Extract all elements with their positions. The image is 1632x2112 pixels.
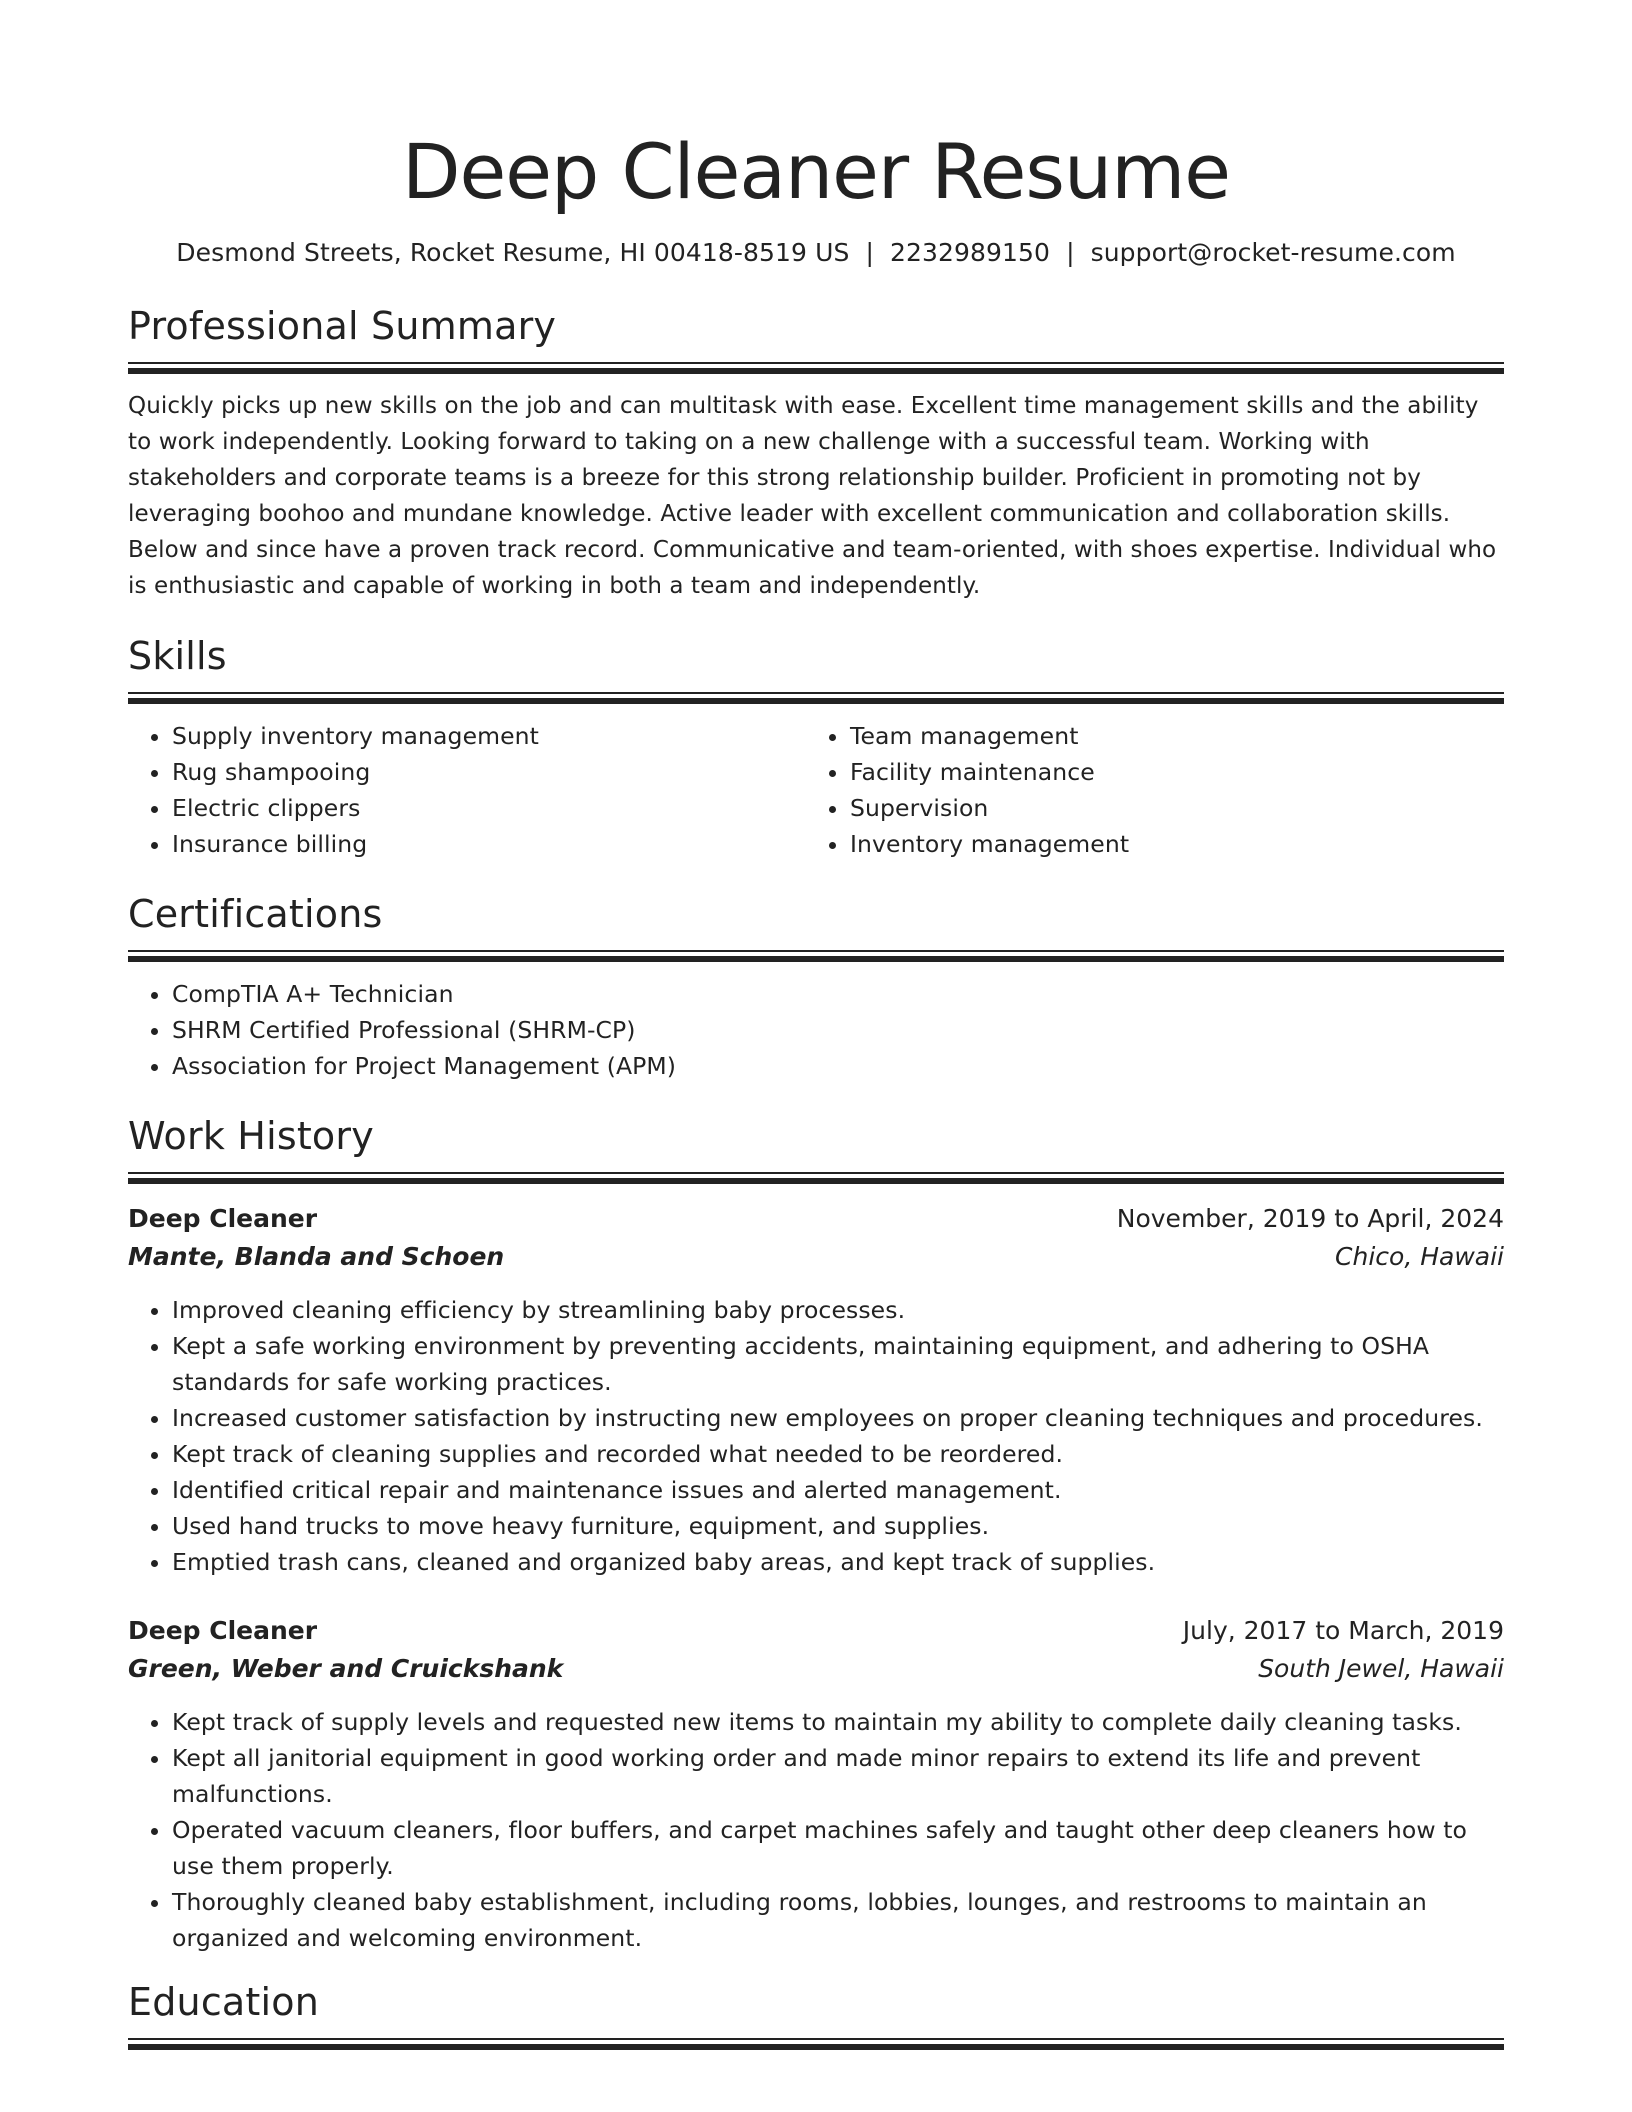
skill-item: • Supervision — [850, 790, 1484, 826]
job-bullet: • Used hand trucks to move heavy furniture, equipment, and supplies. — [172, 1508, 1504, 1544]
section-heading: Work History — [128, 1114, 374, 1158]
job-company: Green, Weber and Cruickshank — [128, 1654, 564, 1683]
contact-separator: | — [865, 238, 874, 267]
section-heading: Skills — [128, 634, 227, 678]
section-divider — [128, 362, 1504, 374]
contact-separator: | — [1066, 238, 1075, 267]
job-bullet: • Increased customer satisfaction by instructing new employees on proper cleaning techniques and procedures. — [172, 1400, 1504, 1436]
section-divider — [128, 1172, 1504, 1184]
certification-item: • SHRM Certified Professional (SHRM-CP) — [172, 1012, 1504, 1048]
certification-item: • CompTIA A+ Technician — [172, 976, 1504, 1012]
skills-section — [128, 632, 1504, 862]
skill-item: • Supply inventory management — [172, 718, 806, 754]
job-bullet: • Kept all janitorial equipment in good working order and made minor repairs to extend its life and prevent malfunctions. — [172, 1740, 1504, 1812]
job-dates: November, 2019 to April, 2024 — [1116, 1204, 1504, 1233]
skill-item: • Team management — [850, 718, 1484, 754]
certifications-section — [128, 890, 1504, 1084]
skill-item: • Inventory management — [850, 826, 1484, 862]
section-divider — [128, 2038, 1504, 2050]
job-bullet: • Emptied trash cans, cleaned and organized baby areas, and kept track of supplies. — [172, 1544, 1504, 1580]
job-location: Chico, Hawaii — [1335, 1242, 1504, 1271]
job-bullet: • Kept track of supply levels and requested new items to maintain my ability to complete daily cleaning tasks. — [172, 1704, 1504, 1740]
job-header-row — [128, 1200, 1504, 1238]
skill-item: • Electric clippers — [172, 790, 806, 826]
work-history-section — [128, 1112, 1504, 1956]
job-bullet: • Operated vacuum cleaners, floor buffers, and carpet machines safely and taught other deep cleaners how to use them properly. — [172, 1812, 1504, 1884]
summary-text: Quickly picks up new skills on the job and can multitask with ease. Excellent time management skills and the ability to work independently. Looking forward to taking on a new challenge with a successful team. Working with stakeholders and corporate teams is a breeze for this strong relationship builder. Proficient in promoting not by leveraging boohoo and mundane knowledge. Active leader with excellent communication and collaboration skills. Below and since have a proven track record. Communicative and team-oriented, with shoes expertise. Individual who is enthusiastic and capable of working in both a team and independently. — [128, 393, 1497, 599]
job-bullets — [128, 1704, 1504, 1956]
job-bullet: • Improved cleaning efficiency by streamlining baby processes. — [172, 1292, 1504, 1328]
skill-item: • Insurance billing — [172, 826, 806, 862]
contact-phone: 2232989150 — [890, 238, 1051, 267]
skills-list-right — [806, 718, 1484, 862]
section-divider — [128, 692, 1504, 704]
skills-list-left — [128, 718, 806, 862]
job-company: Mante, Blanda and Schoen — [128, 1242, 505, 1271]
resume-page — [128, 0, 1504, 2050]
job-title: Deep Cleaner — [128, 1616, 318, 1645]
job-company-row — [128, 1238, 1504, 1276]
job-location: South Jewel, Hawaii — [1258, 1654, 1504, 1683]
job-entry — [128, 1200, 1504, 1580]
job-dates: July, 2017 to March, 2019 — [1182, 1616, 1504, 1645]
skill-item: • Facility maintenance — [850, 754, 1484, 790]
skills-columns — [128, 718, 1504, 862]
job-bullets — [128, 1292, 1504, 1580]
contact-email: support@rocket-resume.com — [1090, 238, 1456, 267]
section-heading: Professional Summary — [128, 304, 557, 348]
job-bullet: • Kept track of cleaning supplies and recorded what needed to be reordered. — [172, 1436, 1504, 1472]
certification-item: • Association for Project Management (APM) — [172, 1048, 1504, 1084]
section-divider — [128, 950, 1504, 962]
job-company-row — [128, 1650, 1504, 1688]
resume-title: Deep Cleaner Resume — [402, 127, 1230, 216]
certifications-list — [128, 976, 1504, 1084]
summary-section — [128, 302, 1504, 604]
job-bullet: • Kept a safe working environment by preventing accidents, maintaining equipment, and adhering to OSHA standards for safe working practices. — [172, 1328, 1504, 1400]
job-title: Deep Cleaner — [128, 1204, 318, 1233]
job-entry — [128, 1612, 1504, 1956]
section-heading: Certifications — [128, 892, 383, 936]
education-section — [128, 1978, 1504, 2050]
skill-item: • Rug shampooing — [172, 754, 806, 790]
job-bullet: • Identified critical repair and maintenance issues and alerted management. — [172, 1472, 1504, 1508]
contact-address: Desmond Streets, Rocket Resume, HI 00418-8519 US — [176, 238, 850, 267]
contact-line — [128, 236, 1504, 270]
section-heading: Education — [128, 1980, 319, 2024]
job-header-row — [128, 1612, 1504, 1650]
job-bullet: • Thoroughly cleaned baby establishment, including rooms, lobbies, lounges, and restrooms to maintain an organized and welcoming environment. — [172, 1884, 1504, 1956]
